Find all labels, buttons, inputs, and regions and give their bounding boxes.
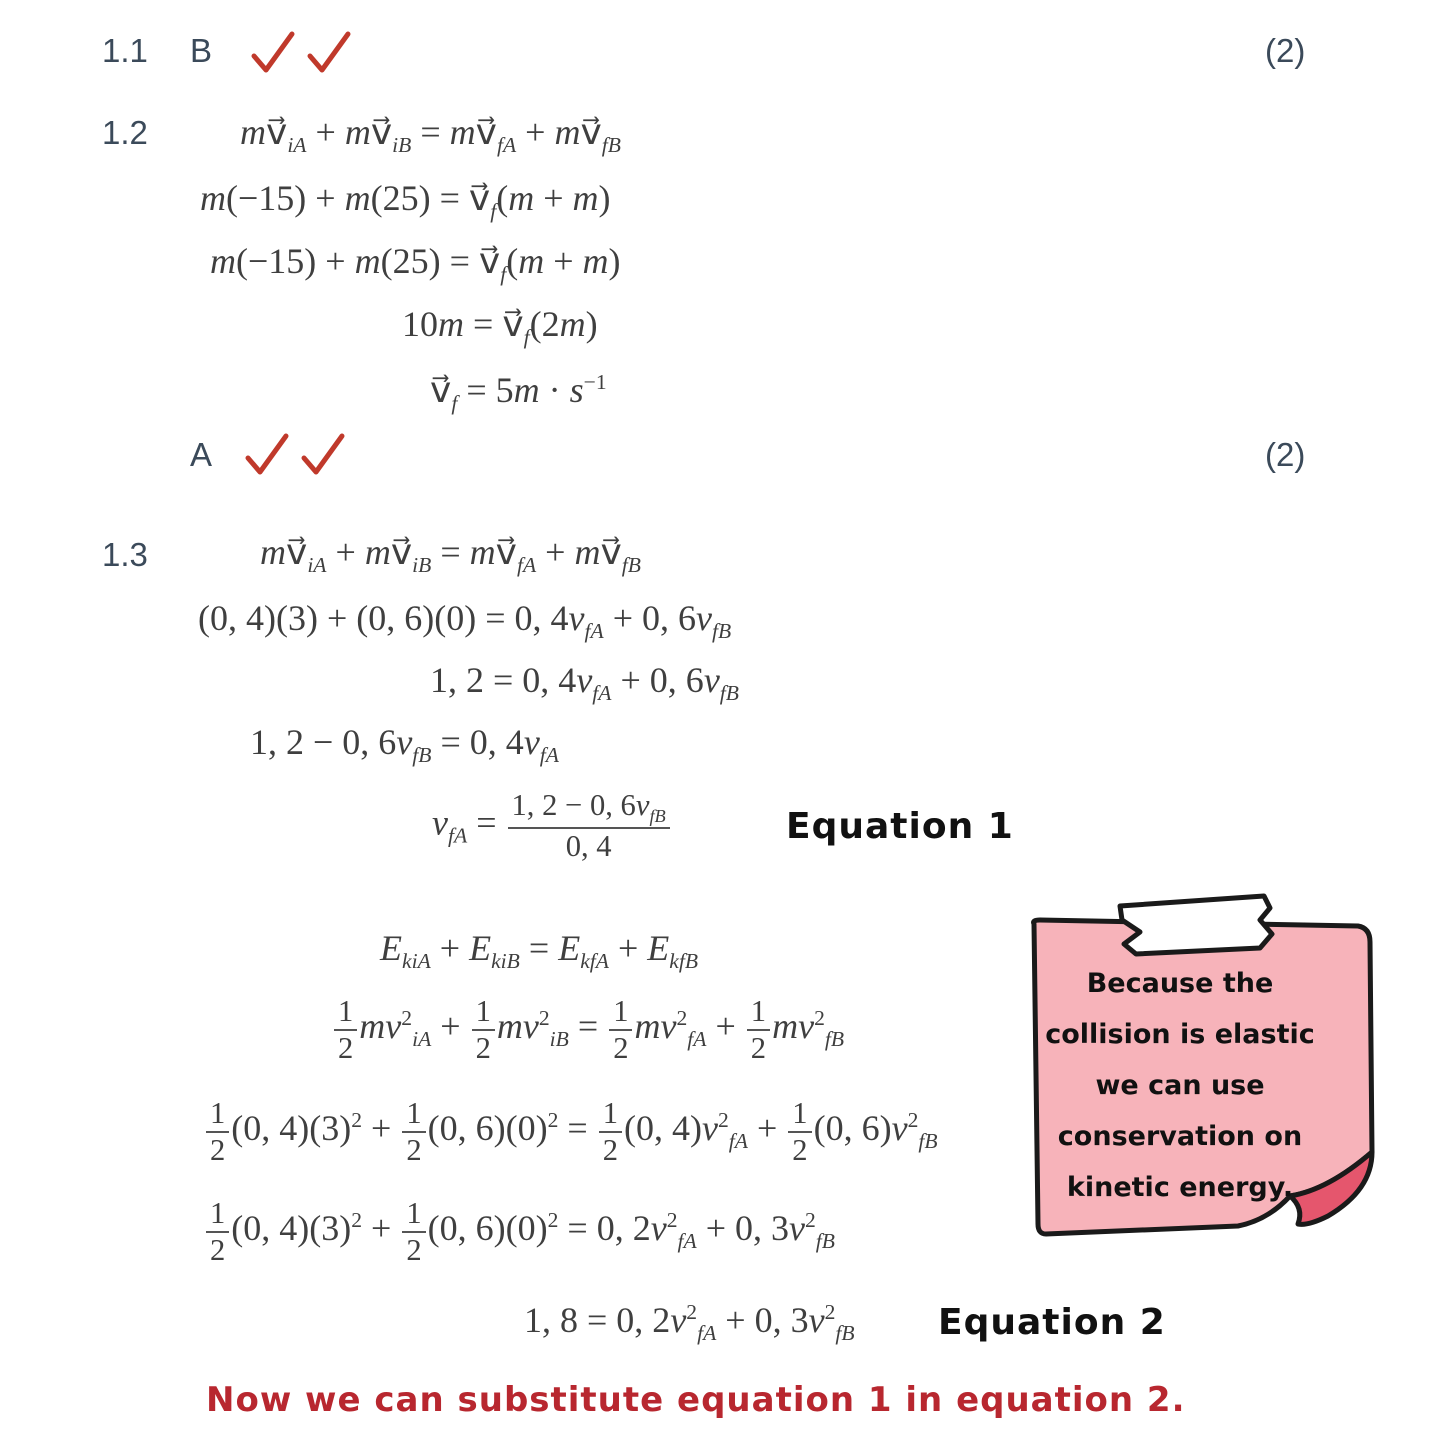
check-icon xyxy=(306,30,352,74)
equation-momentum-1-2: $mv⃗_{iA}$ + $mv⃗_{iB}$ = $mv⃗_{fA}$ + $mv⃗_{fB}$ xyxy=(240,112,621,158)
equation-2-label: Equation 2 xyxy=(938,1302,1166,1343)
equation-2: 1, 8 = 0, $2v^2_{fA} + 0$, $3v^2_{fB}$ xyxy=(524,1300,855,1346)
marks-1-1: (2) xyxy=(1265,32,1306,69)
sticky-note-line: kinetic energy. xyxy=(1066,1172,1294,1203)
equation-line-1-3-d: 1, 2 − 0, $6v_{fB} = 0$, $4v_{fA}$ xyxy=(250,722,559,768)
question-number-1-2: 1.2 xyxy=(102,114,148,151)
sticky-note-line: we can use xyxy=(1095,1070,1265,1101)
check-icon xyxy=(250,30,296,74)
sticky-note-line: Because the xyxy=(1086,968,1274,999)
equation-line-1-2-e: $v⃗_f = 5m \cdot s^{-1}$ xyxy=(430,370,607,416)
equation-line-1-2-c: $m(-15) + m(25) = v⃗_f(m + m)$ xyxy=(210,241,621,287)
equation-ke-substituted: $\frac{1}{2}$ (0, $4)(3)^2$ + $\frac{1}{2}$ (0, $6)(0)^2$ = $\frac{1}{2}$ (0, $4)v^2_{fA}$ + $\frac{1}{2}$ (0, $6)v^2_{fB}$ xyxy=(204,1098,938,1165)
marks-1-2: (2) xyxy=(1265,436,1306,473)
equation-momentum-1-3: $mv⃗_{iA}$ + $mv⃗_{iB}$ = $mv⃗_{fA}$ + $mv⃗_{fB}$ xyxy=(260,532,641,578)
equation-line-1-2-b: $m(-15) + m(25) = v⃗_f(m + m)$ xyxy=(200,178,611,224)
equation-ke-expanded: $\frac{1}{2}$ $mv^2_{iA}$ + $\frac{1}{2}$ $mv^2_{iB}$ = $\frac{1}{2}$ $mv^2_{fA}$ + $\frac{1}{2}$ $mv^2_{fB}$ xyxy=(332,996,844,1063)
answer-1-1: B xyxy=(190,32,213,69)
equation-line-1-2-d: $10m = v⃗_f(2m)$ xyxy=(402,304,598,350)
tape-icon xyxy=(1120,896,1272,954)
equation-1-label: Equation 1 xyxy=(786,806,1014,847)
substitution-note: Now we can substitute equation 1 in equation 2. xyxy=(206,1380,1186,1420)
check-icon xyxy=(300,432,346,476)
answer-1-2: A xyxy=(190,436,213,473)
sticky-note-text xyxy=(1040,958,1320,1213)
equation-ke-simplified: $\frac{1}{2}$ (0, $4)(3)^2$ + $\frac{1}{2}$ (0, $6)(0)^2 = 0$, $2v^2_{fA} + 0$, $3v^2_{fB}$ xyxy=(204,1198,835,1265)
equation-line-1-3-b: (0, 4)(3) + (0, 6)(0) = 0, $4v_{fA} + 0$, $6v_{fB}$ xyxy=(198,598,732,644)
question-number-1-3: 1.3 xyxy=(102,536,148,573)
equation-line-1-3-c: 1, 2 = 0, $4v_{fA} + 0$, $6v_{fB}$ xyxy=(430,660,739,706)
equation-kinetic-energy: $E_{kiA} + E_{kiB} = E_{kfA} + E_{kfB}$ xyxy=(380,928,699,974)
sticky-note-line: collision is elastic xyxy=(1045,1019,1315,1050)
check-icon xyxy=(244,432,290,476)
equation-1: $v_{fA}$ = $\frac{1, 2 - 0, 6v_{fB}}{0, 4}$ xyxy=(432,790,672,862)
sticky-note-line: conservation on xyxy=(1057,1121,1303,1152)
question-number-1-1: 1.1 xyxy=(102,32,148,69)
